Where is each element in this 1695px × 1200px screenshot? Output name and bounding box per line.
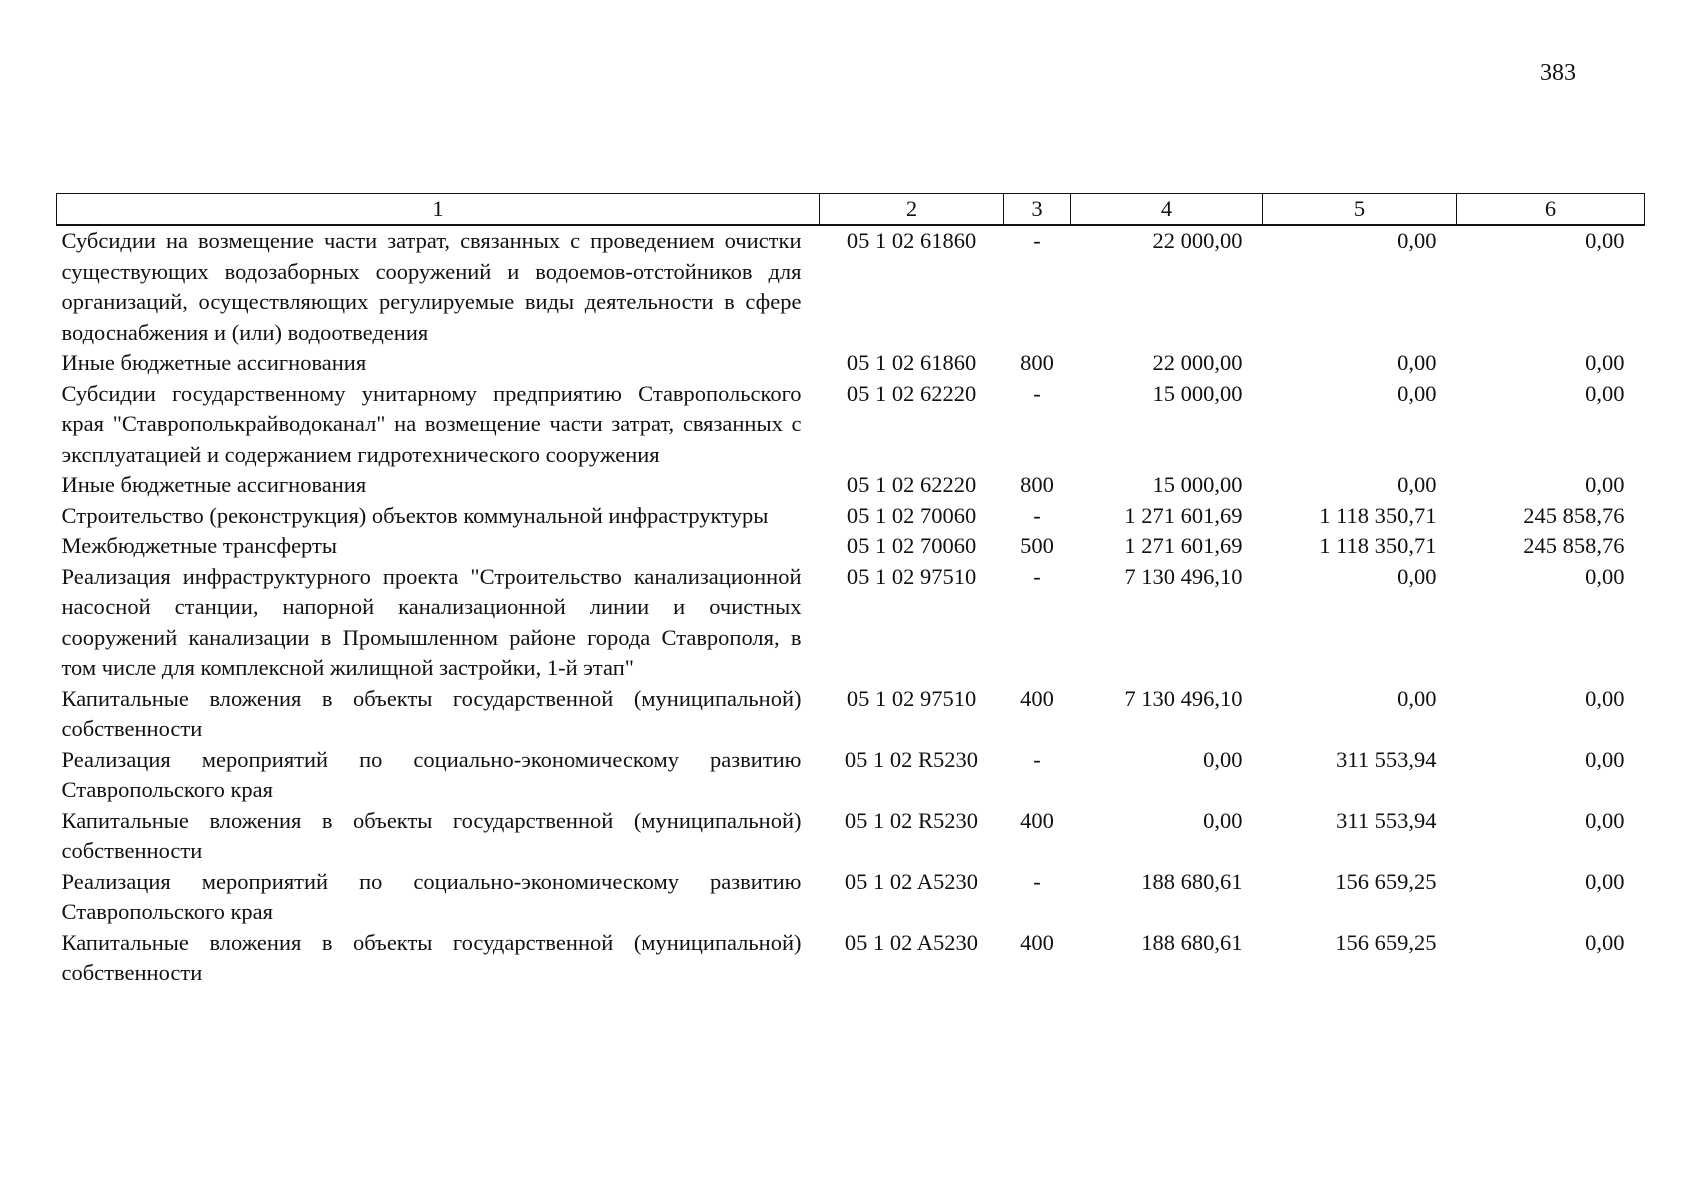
header-col-1: 1 (57, 194, 820, 226)
row-value-col-5: 0,00 (1397, 350, 1437, 375)
row-value-col-6: 0,00 (1585, 228, 1625, 253)
row-code: 05 1 02 70060 (846, 533, 977, 558)
row-name: Реализация мероприятий по социально-экономическому развитию Ставропольского края (61, 868, 802, 924)
table-row (57, 867, 1645, 928)
row-value-col-4: 1 271 601,69 (1124, 533, 1243, 558)
table-row (57, 562, 1645, 684)
table-row (57, 348, 1645, 379)
table-header (57, 194, 1645, 226)
row-value-col-6: 0,00 (1585, 685, 1625, 711)
row-value-col-6: 245 858,76 (1523, 502, 1625, 528)
row-value-col-4: 22 000,00 (1152, 228, 1243, 253)
row-name: Капитальные вложения в объекты государственной (муниципальной) собственности (61, 929, 802, 985)
row-code: 05 1 02 97510 (846, 563, 977, 589)
row-expense-type: - (1033, 380, 1041, 406)
row-name: Иные бюджетные ассигнования (61, 472, 367, 497)
row-value-col-6: 245 858,76 (1523, 533, 1625, 558)
table-row (57, 225, 1645, 348)
row-expense-type: - (1033, 228, 1041, 253)
row-name: Капитальные вложения в объекты государственной (муниципальной) собственности (61, 685, 802, 741)
budget-table (56, 193, 1645, 989)
table-row (57, 501, 1645, 532)
row-expense-type: 800 (1020, 472, 1054, 497)
row-code: 05 1 02 70060 (846, 502, 977, 528)
row-name: Субсидии на возмещение части затрат, связанных с проведением очистки существующих водозаборных сооружений и водоемов-отстойников для организаций, осуществляющих регулируемые виды деятельности в сфере водоснабжения и (или) водоотведения (61, 228, 802, 345)
row-code: 05 1 02 62220 (846, 380, 977, 406)
header-row (57, 194, 1645, 226)
row-name: Строительство (реконструкция) объектов коммунальной инфраструктуры (61, 502, 769, 528)
row-value-col-6: 0,00 (1585, 563, 1625, 589)
row-value-col-5: 0,00 (1397, 228, 1437, 253)
row-value-col-5: 156 659,25 (1335, 868, 1437, 894)
table-body (57, 225, 1645, 989)
row-value-col-4: 15 000,00 (1152, 472, 1243, 497)
row-expense-type: 400 (1020, 929, 1054, 955)
row-name: Реализация инфраструктурного проекта "Строительство канализационной насосной станции, напорной канализационной линии и очистных сооружений канализации в Промышленном районе города Ставрополя, в том числе для комплексной жилищной застройки, 1-й этап" (61, 563, 802, 680)
row-value-col-4: 7 130 496,10 (1124, 685, 1243, 711)
table-row (57, 531, 1645, 562)
row-name: Реализация мероприятий по социально-экономическому развитию Ставропольского края (61, 746, 802, 802)
row-code: 05 1 02 62220 (846, 472, 977, 497)
row-value-col-5: 0,00 (1397, 685, 1437, 711)
row-expense-type: - (1033, 563, 1041, 589)
row-value-col-5: 311 553,94 (1336, 746, 1437, 772)
row-expense-type: 500 (1020, 533, 1054, 558)
row-value-col-5: 1 118 350,71 (1319, 502, 1437, 528)
row-value-col-4: 188 680,61 (1141, 868, 1243, 894)
table-row (57, 470, 1645, 501)
table-row (57, 684, 1645, 745)
header-col-6: 6 (1457, 194, 1645, 226)
table-row (57, 745, 1645, 806)
row-value-col-6: 0,00 (1585, 868, 1625, 894)
row-expense-type: - (1033, 746, 1041, 772)
row-code: 05 1 02 97510 (846, 685, 977, 711)
row-expense-type: - (1033, 868, 1041, 894)
row-expense-type: 400 (1020, 685, 1054, 711)
page-number: 383 (1540, 60, 1576, 86)
row-value-col-4: 7 130 496,10 (1124, 563, 1243, 589)
row-value-col-5: 311 553,94 (1336, 807, 1437, 833)
row-value-col-6: 0,00 (1585, 807, 1625, 833)
row-value-col-4: 0,00 (1203, 746, 1243, 772)
row-value-col-4: 15 000,00 (1152, 380, 1243, 406)
row-code: 05 1 02 R5230 (844, 746, 979, 772)
table-row (57, 379, 1645, 471)
row-value-col-4: 0,00 (1203, 807, 1243, 833)
header-col-4: 4 (1071, 194, 1263, 226)
header-col-2: 2 (820, 194, 1004, 226)
row-name: Капитальные вложения в объекты государственной (муниципальной) собственности (61, 807, 802, 863)
row-name: Субсидии государственному унитарному предприятию Ставропольского края "Ставрополькрайводоканал" на возмещение части затрат, связанных с эксплуатацией и содержанием гидротехнического сооружения (61, 380, 802, 467)
row-code: 05 1 02 61860 (846, 228, 977, 253)
row-expense-type: 800 (1020, 350, 1054, 375)
row-value-col-5: 0,00 (1397, 380, 1437, 406)
row-code: 05 1 02 61860 (846, 350, 977, 375)
row-code: 05 1 02 R5230 (844, 807, 979, 833)
row-value-col-6: 0,00 (1585, 929, 1625, 955)
row-value-col-5: 1 118 350,71 (1319, 533, 1437, 558)
row-expense-type: - (1033, 502, 1041, 528)
row-value-col-6: 0,00 (1585, 350, 1625, 375)
row-name: Межбюджетные трансферты (61, 533, 337, 558)
row-value-col-6: 0,00 (1585, 472, 1625, 497)
row-value-col-4: 22 000,00 (1152, 350, 1243, 375)
row-value-col-5: 0,00 (1397, 472, 1437, 497)
row-value-col-4: 1 271 601,69 (1124, 502, 1243, 528)
row-value-col-5: 156 659,25 (1335, 929, 1437, 955)
row-expense-type: 400 (1020, 807, 1054, 833)
row-name: Иные бюджетные ассигнования (61, 350, 367, 375)
row-code: 05 1 02 A5230 (844, 868, 979, 894)
header-col-5: 5 (1263, 194, 1457, 226)
row-value-col-6: 0,00 (1585, 746, 1625, 772)
row-value-col-5: 0,00 (1397, 563, 1437, 589)
row-value-col-4: 188 680,61 (1141, 929, 1243, 955)
table-row (57, 806, 1645, 867)
row-code: 05 1 02 A5230 (844, 929, 979, 955)
table-row (57, 928, 1645, 989)
row-value-col-6: 0,00 (1585, 380, 1625, 406)
header-col-3: 3 (1004, 194, 1071, 226)
